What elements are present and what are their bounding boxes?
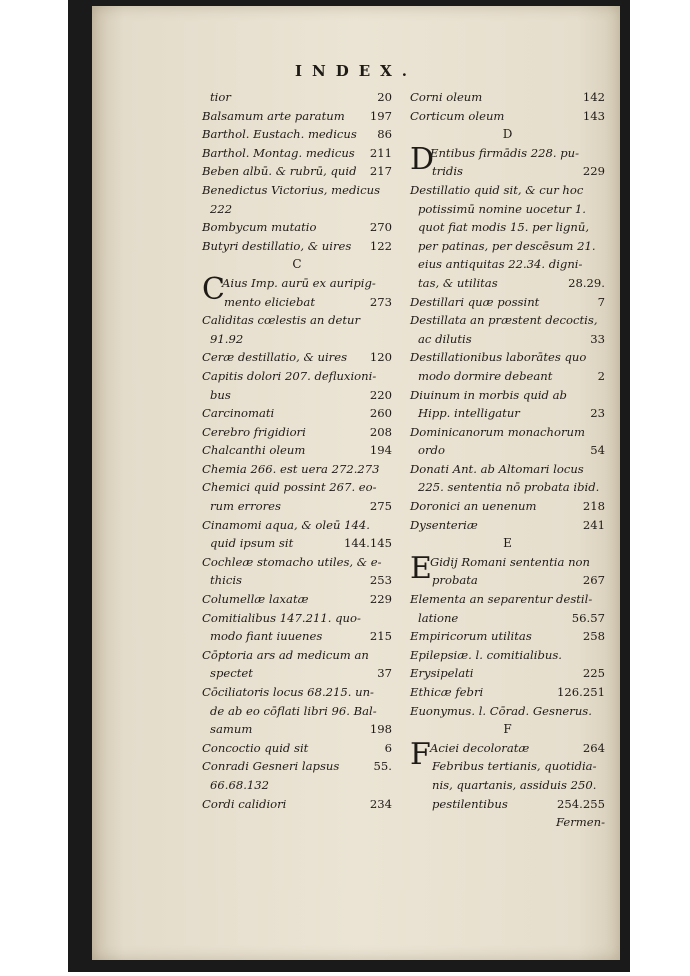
entry-text: Aius Imp. aurū ex auripig- (222, 275, 376, 290)
entry-text: Barthol. Eustach. medicus (202, 127, 357, 142)
index-entry (202, 460, 392, 479)
index-entry (202, 516, 392, 535)
index-entry (202, 795, 392, 814)
page-number: 126.251 (557, 685, 605, 699)
entry-text: tridis (432, 164, 463, 179)
page-number: 215 (369, 629, 392, 644)
drop-capital: F (410, 736, 431, 772)
index-entry (202, 330, 392, 349)
entry-text: Cōciliatoris locus 68.215. un- (202, 685, 374, 699)
entry-text: Corticum oleum (410, 108, 505, 123)
index-entry (410, 664, 605, 683)
entry-text: Ethicæ febri (410, 685, 484, 699)
index-column-right (410, 88, 605, 832)
index-entry (410, 181, 605, 200)
entry-text: Beben albū. & rubrū, quid (202, 164, 357, 179)
entry-text: quid ipsum sit (210, 536, 294, 551)
entry-text: Concoctio quid sit (202, 740, 309, 755)
entry-text: Benedictus Victorius, medicus (202, 182, 381, 197)
index-entry (202, 386, 392, 405)
page-number: 55. (373, 759, 392, 774)
entry-text: Euonymus. l. Cōrad. Gesnerus. (410, 703, 592, 718)
entry-text: samum (210, 722, 253, 737)
entry-text: Aciei decoloratæ (430, 740, 530, 755)
entry-text: Diuinum in morbis quid ab (410, 387, 567, 402)
entry-text: Chemia 266. est uera 272.273 (202, 461, 380, 476)
entry-text: Balsamum arte paratum (202, 108, 345, 123)
page-header: INDEX. (294, 62, 418, 80)
index-entry (202, 144, 392, 163)
index-column-left (202, 88, 392, 813)
page-number: 220 (369, 387, 392, 402)
index-entry (202, 218, 392, 237)
entry-text: F (503, 722, 512, 737)
entry-text: mento eliciebat (224, 294, 315, 309)
entry-text: Erysipelati (410, 666, 474, 681)
index-entry (410, 516, 605, 535)
entry-text: Cerebro frigidiori (202, 424, 306, 439)
page-number: 241 (582, 517, 605, 532)
index-entry (410, 627, 605, 646)
entry-text: Hipp. intelligatur (418, 406, 520, 421)
index-entry (202, 702, 392, 721)
page-number: 217 (369, 164, 392, 179)
entry-text: thicis (210, 573, 242, 588)
index-entry (202, 441, 392, 460)
index-entry (202, 293, 392, 312)
entry-text: Destillatio quid sit, & cur hoc (410, 182, 584, 197)
page-number: 194 (369, 443, 392, 458)
entry-text: Dysenteriæ (410, 517, 478, 532)
index-entry (202, 181, 392, 200)
page-number: 54 (590, 443, 605, 458)
index-entry (202, 497, 392, 516)
index-entry (410, 404, 605, 423)
entry-text: Corni oleum (410, 90, 483, 104)
index-entry (410, 795, 605, 814)
entry-text: Conradi Gesneri lapsus (202, 759, 340, 774)
page-number: 23 (590, 406, 605, 421)
entry-text: Entibus firmādis 228. pu- (430, 145, 580, 160)
index-entry (410, 441, 605, 460)
index-entry (410, 367, 605, 386)
page-number: 218 (582, 499, 605, 514)
index-entry (202, 107, 392, 126)
index-entry (410, 776, 605, 795)
entry-text: tas, & utilitas (418, 275, 498, 290)
entry-text: Butyri destillatio, & uires (202, 238, 352, 253)
index-entry (410, 386, 605, 405)
index-entry (202, 571, 392, 590)
index-entry (410, 571, 605, 590)
entry-text: Fermen- (555, 815, 605, 830)
index-entry (410, 218, 605, 237)
entry-text: Columellæ laxatæ (202, 592, 309, 607)
entry-text: Dominicanorum monachorum (410, 424, 585, 439)
index-entry (410, 348, 605, 367)
index-entry (202, 590, 392, 609)
entry-text: Cinamomi aqua, & oleū 144. (202, 517, 370, 532)
section-letter (202, 255, 392, 274)
drop-capital: E (410, 550, 432, 586)
entry-text: Cordi calidiori (202, 796, 287, 811)
entry-text: potissimū nomine uocetur 1. (418, 201, 586, 216)
index-entry (410, 274, 605, 293)
entry-text: latione (418, 610, 459, 625)
index-entry (410, 757, 605, 776)
page-number: 229 (582, 164, 605, 179)
index-entry (202, 664, 392, 683)
index-entry (202, 627, 392, 646)
entry-text: bus (210, 387, 231, 402)
index-entry (202, 200, 392, 219)
index-entry (202, 646, 392, 665)
page-number: 37 (377, 666, 392, 681)
drop-capital: C (202, 271, 225, 307)
index-entry (202, 404, 392, 423)
index-entry (202, 534, 392, 553)
page-number: 122 (369, 238, 392, 253)
index-entry (410, 478, 605, 497)
index-entry (410, 460, 605, 479)
index-entry (202, 609, 392, 628)
page-number: 229 (369, 592, 392, 607)
index-entry (202, 311, 392, 330)
entry-text: Chalcanthi oleum (202, 443, 306, 458)
entry-text: nis, quartanis, assiduis 250. (432, 777, 597, 792)
page-number: 6 (384, 740, 392, 755)
index-entry (202, 553, 392, 572)
index-entry (202, 423, 392, 442)
entry-text: eius antiquitas 22.34. digni- (418, 257, 583, 272)
entry-text: Doronici an uenenum (410, 499, 537, 514)
entry-text: Destillationibus laborātes quo (410, 350, 587, 365)
index-entry (410, 255, 605, 274)
entry-text: quot fiat modis 15. per lignū, (418, 220, 590, 235)
page-number: 264 (582, 740, 605, 755)
entry-text: Chemici quid possint 267. eo- (202, 480, 377, 495)
page-number: 211 (369, 145, 392, 160)
page-number: 275 (369, 499, 392, 514)
index-entry (202, 125, 392, 144)
index-entry (410, 813, 605, 832)
index-entry (202, 739, 392, 758)
index-entry (410, 423, 605, 442)
page-number: 2 (597, 368, 605, 383)
entry-text: Gidij Romani sententia non (430, 554, 590, 569)
page-number: 234 (369, 796, 392, 811)
index-entry (410, 590, 605, 609)
index-entry (202, 367, 392, 386)
entry-text: Elementa an separentur destil- (410, 592, 593, 607)
index-entry (202, 162, 392, 181)
entry-text: tior (210, 90, 231, 104)
index-entry (202, 720, 392, 739)
page-number: 260 (369, 406, 392, 421)
index-entry (202, 683, 392, 702)
entry-text: Donati Ant. ab Altomari locus (410, 461, 584, 476)
entry-text: ordo (418, 443, 445, 458)
entry-text: rum errores (210, 499, 281, 514)
index-entry (410, 330, 605, 349)
page-number: 144.145 (344, 536, 392, 551)
page-number: 33 (590, 331, 605, 346)
entry-text: Cōptoria ars ad medicum an (202, 647, 369, 662)
page-number: 267 (582, 573, 605, 588)
index-entry (202, 88, 392, 107)
index-entry (410, 702, 605, 721)
book-page (92, 6, 620, 960)
page-number: 143 (582, 108, 605, 123)
entry-text: modo fiant iuuenes (210, 629, 323, 644)
entry-text: C (292, 257, 302, 272)
entry-text: Febribus tertianis, quotidia- (432, 759, 597, 774)
entry-text: ac dilutis (418, 331, 472, 346)
entry-text: Barthol. Montag. medicus (202, 145, 355, 160)
index-entry (410, 497, 605, 516)
drop-capital: D (410, 141, 435, 177)
entry-text: Capitis dolori 207. defluxioni- (202, 368, 377, 383)
index-entry (410, 609, 605, 628)
page-number: 254.255 (557, 796, 605, 811)
entry-text: pestilentibus (432, 796, 508, 811)
entry-text: Cochleæ stomacho utiles, & e- (202, 554, 382, 569)
entry-text: modo dormire debeant (418, 368, 553, 383)
entry-text: 222 (210, 201, 233, 216)
index-entry (202, 478, 392, 497)
entry-text: Empiricorum utilitas (410, 629, 532, 644)
page-number: 273 (369, 294, 392, 309)
page-number: 86 (377, 127, 392, 142)
page-number: 258 (582, 629, 605, 644)
page-number: 225 (582, 666, 605, 681)
entry-text: Comitialibus 147.211. quo- (202, 610, 361, 625)
entry-text: per patinas, per descēsum 21. (418, 238, 596, 253)
entry-text: 66.68.132 (210, 777, 270, 792)
entry-text: Ceræ destillatio, & uires (202, 350, 348, 365)
entry-text: Carcinomati (202, 406, 275, 421)
index-entry (202, 348, 392, 367)
entry-text: spectet (210, 666, 253, 681)
page-number: 270 (369, 220, 392, 235)
page-number: 7 (597, 294, 605, 309)
entry-text: Destillata an præstent decoctis, (410, 313, 598, 328)
index-entry (410, 293, 605, 312)
entry-text: 91.92 (210, 331, 244, 346)
entry-text: E (503, 536, 512, 551)
index-entry (410, 683, 605, 702)
entry-text: 225. sententia nō probata ibid. (418, 480, 600, 495)
entry-text: Destillari quæ possint (410, 294, 540, 309)
entry-text: Bombycum mutatio (202, 220, 317, 235)
entry-text: Epilepsiæ. l. comitialibus. (410, 647, 562, 662)
page-number: 197 (369, 108, 392, 123)
index-entry (410, 200, 605, 219)
page-number: 208 (369, 424, 392, 439)
entry-text: probata (432, 573, 478, 588)
entry-text: de ab eo cōflati libri 96. Bal- (210, 703, 377, 718)
index-entry (410, 162, 605, 181)
section-letter (410, 534, 605, 553)
entry-text: D (502, 127, 513, 142)
page-number: 198 (369, 722, 392, 737)
index-entry (410, 311, 605, 330)
page-number: 120 (369, 350, 392, 365)
page-number: 253 (369, 573, 392, 588)
index-entry (410, 88, 605, 107)
index-entry (202, 757, 392, 776)
page-number: 28.29. (568, 275, 605, 290)
index-entry (410, 107, 605, 126)
index-entry (410, 237, 605, 256)
index-entry (410, 646, 605, 665)
page-number: 20 (377, 90, 392, 104)
page-number: 56.57 (571, 610, 605, 625)
page-number: 142 (582, 90, 605, 104)
section-letter (410, 720, 605, 739)
index-entry (202, 237, 392, 256)
section-letter (410, 125, 605, 144)
entry-text: Caliditas cœlestis an detur (202, 313, 361, 328)
index-entry (202, 776, 392, 795)
